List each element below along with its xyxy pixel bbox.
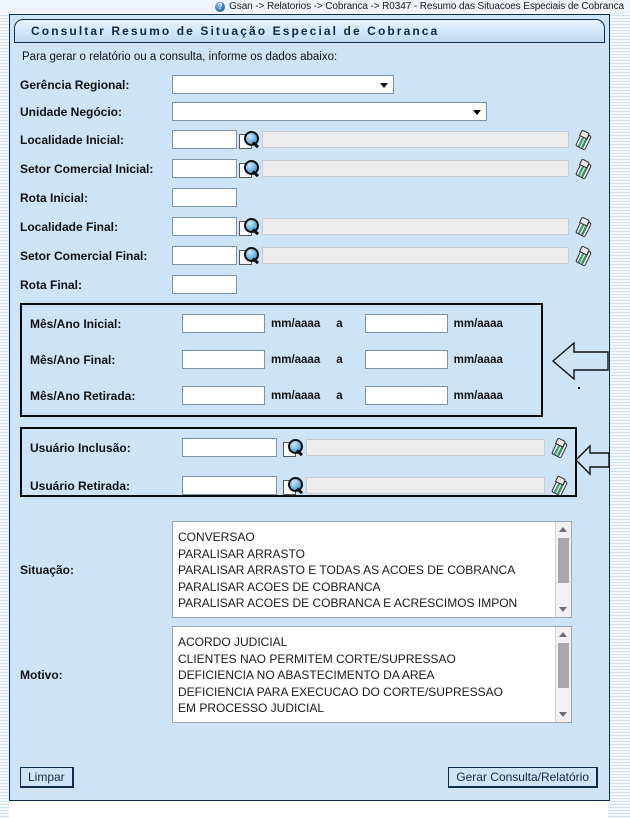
mask-mes-ano-inicial-to: mm/aaaa	[453, 317, 503, 330]
display-localidade-inicial	[262, 131, 569, 148]
conjunction-mes-ano-inicial: a	[336, 317, 343, 330]
label-rota-inicial: Rota Inicial:	[20, 190, 89, 205]
input-mes-ano-retirada-to[interactable]	[365, 386, 448, 405]
list-item[interactable]: PARALISAR ARRASTO E TODAS AS ACOES DE COBRANCA	[178, 563, 516, 577]
label-setor-comercial-inicial: Setor Comercial Inicial:	[20, 161, 154, 176]
row-unidade-negocio	[20, 98, 599, 125]
row-mes-ano-retirada	[30, 381, 533, 410]
display-setor-comercial-inicial	[262, 160, 569, 177]
footer-actions	[20, 767, 598, 788]
select-unidade-negocio[interactable]	[172, 102, 487, 121]
label-gerencia-regional: Gerência Regional:	[20, 77, 130, 92]
main-panel	[9, 14, 610, 801]
row-mes-ano-inicial	[30, 309, 533, 338]
row-situacao	[20, 521, 599, 618]
clear-button[interactable]: Limpar	[20, 767, 74, 788]
input-usuario-inclusao[interactable]	[182, 438, 277, 457]
scroll-down-arrow-icon[interactable]	[559, 712, 567, 717]
input-mes-ano-inicial-to[interactable]	[365, 314, 448, 333]
scrollbar-thumb[interactable]	[558, 538, 569, 583]
group-usuarios	[20, 427, 577, 497]
mask-mes-ano-retirada-from: mm/aaaa	[271, 389, 321, 402]
label-usuario-retirada: Usuário Retirada:	[30, 478, 131, 493]
row-gerencia-regional	[20, 71, 599, 98]
label-mes-ano-inicial: Mês/Ano Inicial:	[30, 316, 122, 331]
row-usuario-retirada	[30, 471, 567, 500]
scrollbar-situacao[interactable]	[555, 522, 571, 617]
label-localidade-final: Localidade Final:	[20, 219, 119, 234]
input-usuario-retirada[interactable]	[182, 476, 277, 495]
row-usuario-inclusao	[30, 433, 567, 462]
scroll-up-arrow-icon[interactable]	[559, 527, 567, 532]
search-magnifier-icon-setor-comercial-inicial[interactable]	[239, 160, 259, 178]
list-item[interactable]: CLIENTES NAO PERMITEM CORTE/SUPRESSAO	[178, 651, 456, 666]
list-item[interactable]: EM PROCESSO JUDICIAL	[178, 701, 325, 715]
intro-text: Para gerar o relatório ou a consulta, informe os dados abaixo:	[22, 51, 338, 63]
eraser-icon-localidade-final[interactable]	[575, 218, 591, 236]
input-mes-ano-inicial-from[interactable]	[182, 314, 265, 333]
conjunction-mes-ano-retirada: a	[336, 389, 343, 402]
input-mes-ano-final-from[interactable]	[182, 350, 265, 369]
list-item[interactable]: DEFICIENCIA NO ABASTECIMENTO DA AREA	[178, 668, 435, 682]
eraser-icon-usuario-retirada[interactable]	[551, 477, 567, 495]
eraser-icon-setor-comercial-final[interactable]	[575, 247, 591, 265]
listbox-motivo[interactable]	[172, 626, 572, 723]
input-setor-comercial-final[interactable]	[172, 246, 237, 265]
select-gerencia-regional[interactable]	[172, 75, 394, 94]
help-circle-icon[interactable]: ?	[215, 2, 225, 12]
list-item[interactable]: PARALISAR ACOES DE COBRANCA E ACRESCIMOS IMPON	[178, 596, 518, 610]
row-rota-inicial	[20, 183, 599, 212]
scrollbar-thumb[interactable]	[558, 643, 569, 688]
page-title: Consultar Resumo de Situação Especial de Cobranca	[31, 24, 440, 38]
search-magnifier-icon-usuario-inclusao[interactable]	[283, 439, 303, 457]
dropdown-wrap-gerencia-regional	[172, 75, 394, 95]
search-magnifier-icon-localidade-inicial[interactable]	[239, 131, 259, 149]
search-magnifier-icon-usuario-retirada[interactable]	[283, 477, 303, 495]
label-rota-final: Rota Final:	[20, 277, 82, 292]
mask-mes-ano-inicial-from: mm/aaaa	[271, 317, 321, 330]
conjunction-mes-ano-final: a	[336, 353, 343, 366]
left-edge-stripes	[0, 0, 9, 818]
search-magnifier-icon-setor-comercial-final[interactable]	[239, 247, 259, 265]
row-setor-comercial-inicial	[20, 154, 599, 183]
eraser-icon-localidade-inicial[interactable]	[575, 131, 591, 149]
display-setor-comercial-final	[262, 247, 569, 264]
label-mes-ano-retirada: Mês/Ano Retirada:	[30, 388, 136, 403]
eraser-icon-setor-comercial-inicial[interactable]	[575, 160, 591, 178]
input-setor-comercial-inicial[interactable]	[172, 159, 237, 178]
input-localidade-inicial[interactable]	[172, 130, 237, 149]
label-setor-comercial-final: Setor Comercial Final:	[20, 248, 148, 263]
label-unidade-negocio: Unidade Negócio:	[20, 104, 123, 119]
breadcrumb-text: Gsan -> Relatorios -> Cobranca -> R0347 - Resumo das Situacoes Especiais de Cobranca	[229, 1, 624, 12]
dropdown-wrap-unidade-negocio	[172, 102, 487, 122]
eraser-icon-usuario-inclusao[interactable]	[551, 439, 567, 457]
form-body	[10, 44, 609, 800]
mask-mes-ano-retirada-to: mm/aaaa	[453, 389, 503, 402]
row-motivo	[20, 626, 599, 723]
list-item[interactable]: CONVERSAO	[178, 530, 255, 544]
scroll-down-arrow-icon[interactable]	[559, 607, 567, 612]
row-setor-comercial-final	[20, 241, 599, 270]
breadcrumb	[0, 0, 630, 13]
annotation-dot	[578, 387, 580, 389]
listbox-situacao-options	[173, 529, 555, 612]
mask-mes-ano-final-from: mm/aaaa	[271, 353, 321, 366]
input-mes-ano-final-to[interactable]	[365, 350, 448, 369]
listbox-motivo-options	[173, 634, 555, 717]
display-usuario-retirada	[306, 477, 545, 494]
list-item[interactable]: ACORDO JUDICIAL	[178, 635, 288, 649]
scrollbar-motivo[interactable]	[555, 627, 571, 722]
scroll-up-arrow-icon[interactable]	[559, 632, 567, 637]
list-item[interactable]: DEFICIENCIA PARA EXECUCAO DO CORTE/SUPRESSAO	[178, 684, 503, 699]
label-localidade-inicial: Localidade Inicial:	[20, 132, 125, 147]
display-usuario-inclusao	[306, 439, 545, 456]
group-mes-ano	[20, 303, 543, 417]
row-localidade-final	[20, 212, 599, 241]
row-rota-final	[20, 270, 599, 299]
label-motivo: Motivo:	[20, 667, 63, 682]
list-item[interactable]: PARALISAR ARRASTO	[178, 546, 305, 561]
input-mes-ano-retirada-from[interactable]	[182, 386, 265, 405]
label-usuario-inclusao: Usuário Inclusão:	[30, 440, 131, 455]
row-localidade-inicial	[20, 125, 599, 154]
display-localidade-final	[262, 218, 569, 235]
input-localidade-final[interactable]	[172, 217, 237, 236]
search-magnifier-icon-localidade-final[interactable]	[239, 218, 259, 236]
row-mes-ano-final	[30, 345, 533, 374]
input-rota-inicial[interactable]	[172, 188, 237, 207]
listbox-situacao[interactable]	[172, 521, 572, 618]
generate-report-button[interactable]: Gerar Consulta/Relatório	[448, 767, 598, 788]
input-rota-final[interactable]	[172, 275, 237, 294]
label-mes-ano-final: Mês/Ano Final:	[30, 352, 116, 367]
panel-titlebar	[14, 19, 605, 43]
mask-mes-ano-final-to: mm/aaaa	[453, 353, 503, 366]
label-situacao: Situação:	[20, 562, 75, 577]
right-edge-stripes	[608, 0, 630, 818]
list-item[interactable]: PARALISAR ACOES DE COBRANCA	[178, 579, 381, 594]
